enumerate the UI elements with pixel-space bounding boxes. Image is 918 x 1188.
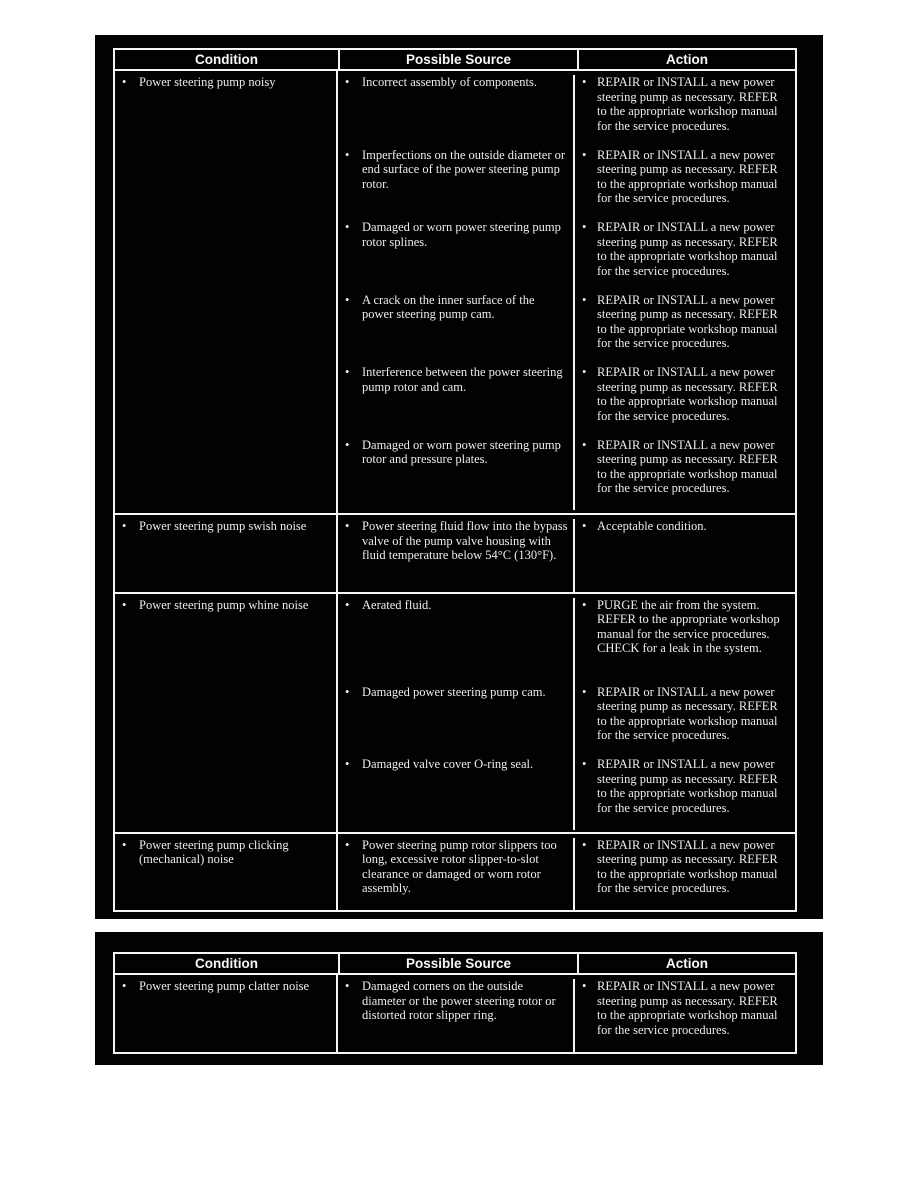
bullet-icon: • <box>582 292 587 307</box>
troubleshooting-table <box>113 48 797 912</box>
bullet-icon: • <box>345 684 350 699</box>
source-cell <box>338 365 575 438</box>
action-cell <box>575 220 795 293</box>
action-text: REPAIR or INSTALL a new power steering pump as necessary. REFER to the appropriate workshop manual for the service procedures. <box>597 979 778 1037</box>
action-text: REPAIR or INSTALL a new power steering pump as necessary. REFER to the appropriate workshop manual for the service procedures. <box>597 365 778 423</box>
source-cell <box>338 598 575 685</box>
table-header-row <box>115 50 795 71</box>
source-cell <box>338 685 575 758</box>
bullet-icon: • <box>122 75 127 89</box>
source-cell <box>338 757 575 830</box>
action-cell <box>575 365 795 438</box>
header-condition: Condition <box>115 954 340 973</box>
source-text: Damaged or worn power steering pump rotor splines. <box>362 220 561 249</box>
source-action-items <box>338 594 795 832</box>
source-action-pair <box>338 148 795 221</box>
source-text: Damaged or worn power steering pump rotor and pressure plates. <box>362 437 561 466</box>
action-cell <box>575 293 795 366</box>
condition-text: Power steering pump noisy <box>139 75 276 89</box>
source-action-pair <box>338 979 795 1052</box>
action-text: REPAIR or INSTALL a new power steering pump as necessary. REFER to the appropriate workshop manual for the service procedures. <box>597 837 778 895</box>
bullet-icon: • <box>582 757 587 771</box>
action-text: REPAIR or INSTALL a new power steering pump as necessary. REFER to the appropriate workshop manual for the service procedures. <box>597 147 778 205</box>
bullet-icon: • <box>582 365 587 379</box>
source-action-pair <box>338 685 795 758</box>
source-text: Damaged corners on the outside diameter or the power steering rotor or distorted rotor slipper ring. <box>362 979 556 1022</box>
source-action-pair <box>338 220 795 293</box>
source-cell <box>338 293 575 366</box>
source-cell <box>338 75 575 148</box>
source-cell <box>338 438 575 511</box>
bullet-icon: • <box>345 75 350 89</box>
source-text: Damaged power steering pump cam. <box>362 684 546 699</box>
header-action: Action <box>666 52 708 67</box>
source-action-pair <box>338 365 795 438</box>
condition-text: Power steering pump clatter noise <box>139 979 310 993</box>
source-cell <box>338 838 575 911</box>
source-action-pair <box>338 838 795 911</box>
bullet-icon: • <box>582 684 587 699</box>
condition-cell <box>115 975 338 1052</box>
source-cell <box>338 148 575 221</box>
bullet-icon: • <box>345 365 350 379</box>
troubleshooting-table-panel <box>95 35 823 919</box>
table-row <box>115 515 795 594</box>
bullet-icon: • <box>345 837 350 852</box>
action-text: REPAIR or INSTALL a new power steering pump as necessary. REFER to the appropriate workshop manual for the service procedures. <box>597 75 778 133</box>
source-text: A crack on the inner surface of the power steering pump cam. <box>362 292 535 321</box>
condition-text: Power steering pump whine noise <box>139 597 309 612</box>
bullet-icon: • <box>582 147 587 162</box>
source-action-items <box>338 834 795 911</box>
troubleshooting-table-continued <box>113 952 797 1054</box>
bullet-icon: • <box>582 75 587 89</box>
condition-cell <box>115 515 338 592</box>
bullet-icon: • <box>345 597 350 612</box>
action-cell <box>575 75 795 148</box>
source-action-pair <box>338 75 795 148</box>
source-text: Imperfections on the outside diameter or end surface of the power steering pump rotor. <box>362 147 566 191</box>
bullet-icon: • <box>582 597 587 612</box>
condition-cell <box>115 71 338 513</box>
source-action-items <box>338 515 795 592</box>
source-text: Damaged valve cover O-ring seal. <box>362 757 534 771</box>
source-action-pair <box>338 519 795 592</box>
source-action-items <box>338 975 795 1052</box>
condition-cell <box>115 594 338 832</box>
condition-text: Power steering pump swish noise <box>139 519 307 533</box>
source-action-pair <box>338 293 795 366</box>
table-header-row <box>115 954 795 975</box>
bullet-icon: • <box>582 437 587 452</box>
bullet-icon: • <box>345 979 350 993</box>
source-cell <box>338 979 575 1052</box>
table-row <box>115 594 795 834</box>
header-condition: Condition <box>115 50 340 69</box>
bullet-icon: • <box>345 292 350 307</box>
action-text: REPAIR or INSTALL a new power steering pump as necessary. REFER to the appropriate workshop manual for the service procedures. <box>597 684 778 742</box>
header-possible-source: Possible Source <box>340 50 579 69</box>
action-cell <box>575 519 795 592</box>
bullet-icon: • <box>122 837 127 852</box>
action-text: REPAIR or INSTALL a new power steering pump as necessary. REFER to the appropriate workshop manual for the service procedures. <box>597 757 778 815</box>
action-text: Acceptable condition. <box>597 519 707 533</box>
source-action-pair <box>338 598 795 685</box>
bullet-icon: • <box>582 519 587 533</box>
action-cell <box>575 685 795 758</box>
action-cell <box>575 838 795 911</box>
action-cell <box>575 979 795 1052</box>
bullet-icon: • <box>345 757 350 771</box>
action-text: REPAIR or INSTALL a new power steering pump as necessary. REFER to the appropriate workshop manual for the service procedures. <box>597 220 778 278</box>
action-cell <box>575 598 795 685</box>
source-text: Interference between the power steering pump rotor and cam. <box>362 365 563 394</box>
action-text: REPAIR or INSTALL a new power steering pump as necessary. REFER to the appropriate workshop manual for the service procedures. <box>597 292 778 350</box>
source-cell <box>338 519 575 592</box>
action-cell <box>575 757 795 830</box>
bullet-icon: • <box>582 220 587 234</box>
bullet-icon: • <box>122 519 127 533</box>
header-action: Action <box>666 956 708 971</box>
bullet-icon: • <box>582 837 587 852</box>
action-text: REPAIR or INSTALL a new power steering pump as necessary. REFER to the appropriate workshop manual for the service procedures. <box>597 437 778 495</box>
bullet-icon: • <box>345 519 350 533</box>
source-action-pair <box>338 757 795 830</box>
bullet-icon: • <box>582 979 587 993</box>
condition-cell <box>115 834 338 911</box>
source-text: Incorrect assembly of components. <box>362 75 537 89</box>
source-text: Aerated fluid. <box>362 597 432 612</box>
table-row <box>115 71 795 515</box>
table-row <box>115 975 795 1052</box>
bullet-icon: • <box>122 597 127 612</box>
source-action-items <box>338 71 795 513</box>
action-text: PURGE the air from the system. REFER to the appropriate workshop manual for the service procedures. CHECK for a leak in the system. <box>597 597 780 655</box>
bullet-icon: • <box>345 147 350 162</box>
condition-text: Power steering pump clicking (mechanical) noise <box>139 837 289 866</box>
action-cell <box>575 438 795 511</box>
source-action-pair <box>338 438 795 511</box>
source-text: Power steering fluid flow into the bypass valve of the pump valve housing with fluid temperature below 54°C (130°F). <box>362 519 568 562</box>
bullet-icon: • <box>122 979 127 993</box>
table-row <box>115 834 795 911</box>
header-possible-source: Possible Source <box>340 954 579 973</box>
bullet-icon: • <box>345 220 350 234</box>
source-text: Power steering pump rotor slippers too long, excessive rotor slipper-to-slot clearance or damaged or worn rotor assembly. <box>362 837 557 895</box>
action-cell <box>575 148 795 221</box>
source-cell <box>338 220 575 293</box>
troubleshooting-table-continued-panel <box>95 932 823 1065</box>
bullet-icon: • <box>345 437 350 452</box>
